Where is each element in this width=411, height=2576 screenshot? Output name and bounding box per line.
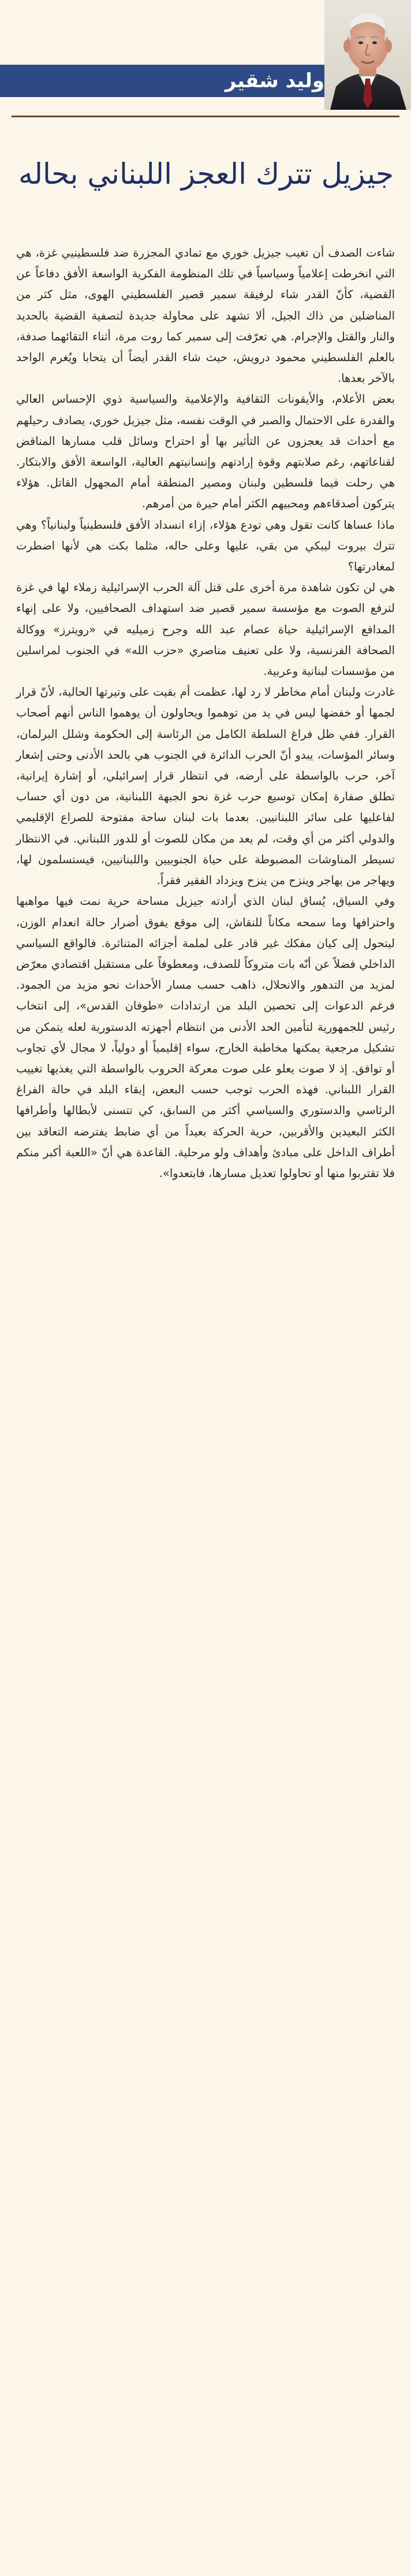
- author-name: وليد شقير: [225, 69, 324, 92]
- article-paragraph: وفي السياق، يُساق لبنان الذي أرادته جيزيل مساحة حرية نمت فيها مواهبها واحترافها وما سمحه مكاناً للنقاش، إلى موقع يفوق أضرار حالة انعدام الوزن، ليتحول إلى كيان مفكك غير قادر على لملمة أجزائه المتناثرة. فالواقع السياسي الداخلي فضلاً عن أنّه بات متروكاً للصدف، ومعطوفاً على مستقبل اقتصادي معرّض لمزيد من التدهور والانحلال، ذاهب حسب مسار الأحداث نحو مزيد من الجمود. فرغم الدعوات إلى تحصين البلد من ارتدادات «طوفان القدس»، إلى انتخاب رئيس للجمهورية لتأمين الحد الأدنى من انتظام أجهزته الدستورية لعله يتمكن من تشكيل مرجعية يمكنها مخاطبة الخارج، سواء إقليمياً أو دولياً، لا مجال لأي تجاوب أو توافق. إذ لا صوت يعلو على صوت معركة الحروب بالواسطة التي يغذيها تغييب القرار اللبناني. فهذه الحرب توجب حسب البعض، إبقاء البلد في حالة الفراغ الرئاسي والدستوري والسياسي أكثر من السابق، كي تتسنى لأبطالها وأطرافها الكثر البعيدين والأقربين، حرية الحركة بعيداً من أي ضابط يفترضه التعاقد بين أطراف الداخل على مبادئ وأهداف ولو مرحلية. القاعدة هي أنّ «اللعبة أكبر منكم فلا تقتربوا منها أو تحاولوا تعديل مسارها، فابتعدوا».: [16, 894, 395, 1180]
- author-portrait: [324, 0, 411, 110]
- column-header: [0, 0, 411, 124]
- article-paragraph: غادرت ولبنان أمام مخاطر لا رد لها، عظمت أم بقيت على وتيرتها الحالية، لأنّ قرار لجمها أو خفضها ليس في يد من توهموا ويحاولون أن يوهموا الناس أنهم أصحاب القرار. ففي ظل فراغ السلطة الكامل من الرئاسة إلى الحكومة وشلل البرلمان، وسائر المؤسات، يبدو أنّ الحرب الدائرة في الجنوب هي بالحد الأدنى وحتى إشعار آخر، حرب بالواسطة على أرضه، في انتظار قرار إسرائيلي، أو إشارة إيرانية، تطلق صفارة إمكان توسيع حرب غزة نحو الجبهة اللبنانية، من دون أي حساب لفاعليها على سائر اللبنانيين. بعدما بات لبنان ساحة مفتوحة للصراع الإقليمي والدولي أكثر من أي وقت، لم يعد من مكان للصوت أو للدور اللبناني. في الانتظار تسيطر المناوشات المضبوطة على حياة الجنوبيين واللبنانيين، فيستسلمون لها، ويهاجر من يهاجر وينزح من ينزح ويزداد الفقير فقراً.: [16, 685, 395, 888]
- article-paragraph: هي لن تكون شاهدة مرة أخرى على قتل آلة الحرب الإسرائيلية زملاء لها في غزة لترفع الصوت مع مؤسسة سمير قصير ضد استهداف الصحافيين، ولا على إنهاء المدافع الإسرائيلية حياة عصام عبد الله وجرح زميليه في «رويترز» ووكالة الصحافة الفرنسية، ولا على تعنيف مناصري «حزب الله» في الجنوب لمراسلين من مؤسسات لبنانية وعربية.: [16, 581, 395, 678]
- article-headline: جيزيل تترك العجز اللبناني بحاله: [18, 157, 394, 191]
- header-divider: [12, 116, 399, 117]
- article-paragraph: شاءت الصدف أن تغيب جيزيل خوري مع تمادي المجزرة ضد فلسطينيي غزة، هي التي انخرطت إعلامياً وسياسياً في تلك المنظومة الفكرية الواسعة الأفق دفاعاً عن القضية، كأنّ القدر شاء لرفيقة سمير قصير الفلسطيني الهوى، مثل كثر من المناضلين من ذاك الجيل، ألا تشهد على محاولة جديدة لتصفية القضية بالحديد والنار والقتل والإجرام. هي تعرّفت إلى سمير كما روت مرة، أثناء التقائهما صدفة، بالعلم الفلسطيني محمود درويش، حيث شاء القدر أيضاً أن يتحابا ويُغرم الواحد بالآخر بعدها.: [16, 246, 395, 385]
- article-paragraph: ماذا عساها كانت تقول وهي تودع هؤلاء، إزاء انسداد الأفق فلسطينياً ولبنانياً؟ وهي تترك بيروت ليبكي من بقي، عليها وعلى حاله، مثلما بكت هي لأنها اضطرت لمغادرتها؟: [16, 518, 395, 574]
- article-body: [16, 243, 395, 1184]
- article-paragraph: بعض الأعلام، والأيقونات الثقافية والإعلامية والسياسية ذوي الإحساس العالي والقدرة على الاحتمال والصبر في الوقت نفسه، مثل جيزيل خوري، يصادف رحيلهم مع أحداث قد يعجزون عن التأثير بها أو احتراح وسائل قلب مسارها المناقض لقناعاتهم، رغم صلابتهم وقوة إرادتهم وإنسانيتهم العالية، الواسعة الأفق والابتكار. هي رحلت فيما فلسطين ولبنان ومصير المنطقة أمام المجهول القاتل. هؤلاء يتركون أصدقاءهم ومحبيهم الكثر أمام حيرة من أمرهم.: [16, 392, 395, 511]
